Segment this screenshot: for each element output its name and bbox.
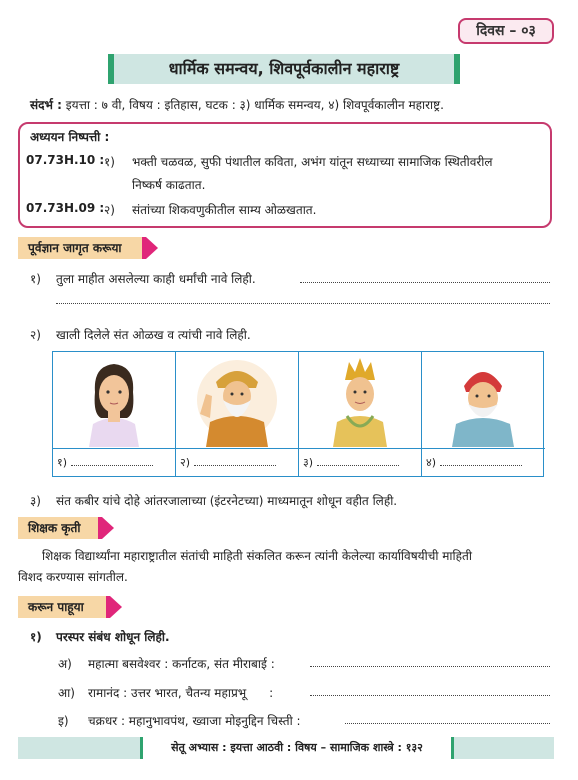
relation-text-a: महात्मा बसवेश्वर : कर्नाटक, संत मीराबाई :	[88, 657, 275, 671]
context-label: संदर्भ :	[30, 98, 62, 112]
saint-portrait-4	[422, 352, 544, 447]
q2-number: २)	[30, 328, 41, 342]
outcome-text-2: संतांच्या शिकवणुकीतील साम्य ओळखतात.	[132, 203, 317, 217]
q-relation-text: परस्पर संबंध शोधून लिही.	[56, 630, 170, 644]
outcome-code-1: 07.73H.10 :	[26, 153, 105, 167]
context-text: इयत्ता : ७ वी, विषय : इतिहास, घटक : ३) धार्मिक समन्वय, ४) शिवपूर्वकालीन महाराष्ट्र.	[65, 98, 444, 112]
relation-label-a: अ)	[58, 657, 72, 671]
outcomes-heading: अध्ययन निष्पत्ती :	[30, 130, 110, 144]
relation-label-b: आ)	[58, 686, 75, 700]
saint-image-cell-4	[422, 352, 545, 448]
saint-portrait-1	[53, 352, 175, 447]
outcome-code-2: 07.73H.09 :	[26, 201, 105, 215]
context-line	[30, 96, 444, 113]
saints-table	[52, 351, 544, 477]
q-relation-number: १)	[30, 630, 42, 644]
day-tab: दिवस – ०३	[458, 18, 554, 44]
section-tag-prior-knowledge: पूर्वज्ञान जागृत करूया	[18, 237, 146, 259]
relation-label-c: इ)	[58, 714, 69, 728]
outcome-num-1: १)	[104, 155, 115, 169]
saint-image-cell-1	[53, 352, 176, 448]
saint-portrait-3	[299, 352, 421, 447]
saint-name-blank-2[interactable]: २)	[176, 448, 299, 476]
relation-text-c: चक्रधर : महानुभावपंथ, ख्वाजा मोइनुद्दिन चिस्ती :	[88, 714, 301, 728]
footer-text: सेतू अभ्यास : इयत्ता आठवी : विषय – सामाजिक शास्त्रे : १३२	[140, 737, 454, 759]
relation-answer-a[interactable]	[310, 656, 550, 667]
q1-answer-line-1[interactable]	[300, 272, 550, 283]
saint-image-cell-3	[299, 352, 422, 448]
teacher-activity-line-1: शिक्षक विद्यार्थ्यांना महाराष्ट्रातील संतांची माहिती संकलित करून त्यांनी केलेल्या कार्याविषयीची माहिती	[42, 549, 472, 563]
saint-portrait-2	[176, 352, 298, 447]
section-tag-try-it: करून पाहूया	[18, 596, 110, 618]
saint-image-cell-2	[176, 352, 299, 448]
q1-text: तुला माहीत असलेल्या काही धर्मांची नावे लिही.	[56, 272, 256, 286]
outcome-text-1: भक्ती चळवळ, सुफी पंथातील कविता, अभंग यांतून सध्याच्या सामाजिक स्थितीवरील	[132, 155, 493, 169]
q1-number: १)	[30, 272, 41, 286]
q1-answer-line-2[interactable]	[56, 293, 550, 304]
saint-name-blank-1[interactable]: १)	[53, 448, 176, 476]
saint-name-blank-4[interactable]: ४)	[422, 448, 545, 476]
relation-text-b: रामानंद : उत्तर भारत, चैतन्य महाप्रभू :	[88, 686, 274, 700]
saint-name-blank-3[interactable]: ३)	[299, 448, 422, 476]
relation-answer-b[interactable]	[310, 685, 550, 696]
section-tag-teacher-activity: शिक्षक कृती	[18, 517, 102, 539]
q3-text: संत कबीर यांचे दोहे आंतरजालाच्या (इंटरनेटच्या) माध्यमातून शोधून वहीत लिही.	[56, 494, 398, 508]
q2-text: खाली दिलेले संत ओळख व त्यांची नावे लिही.	[56, 328, 251, 342]
page-title: धार्मिक समन्वय, शिवपूर्वकालीन महाराष्ट्र	[108, 54, 460, 84]
outcome-text-1b: निष्कर्ष काढतात.	[132, 178, 206, 192]
relation-answer-c[interactable]	[345, 713, 550, 724]
outcome-num-2: २)	[104, 203, 115, 217]
teacher-activity-line-2: विशद करण्यास सांगतील.	[18, 570, 128, 584]
q3-number: ३)	[30, 494, 41, 508]
